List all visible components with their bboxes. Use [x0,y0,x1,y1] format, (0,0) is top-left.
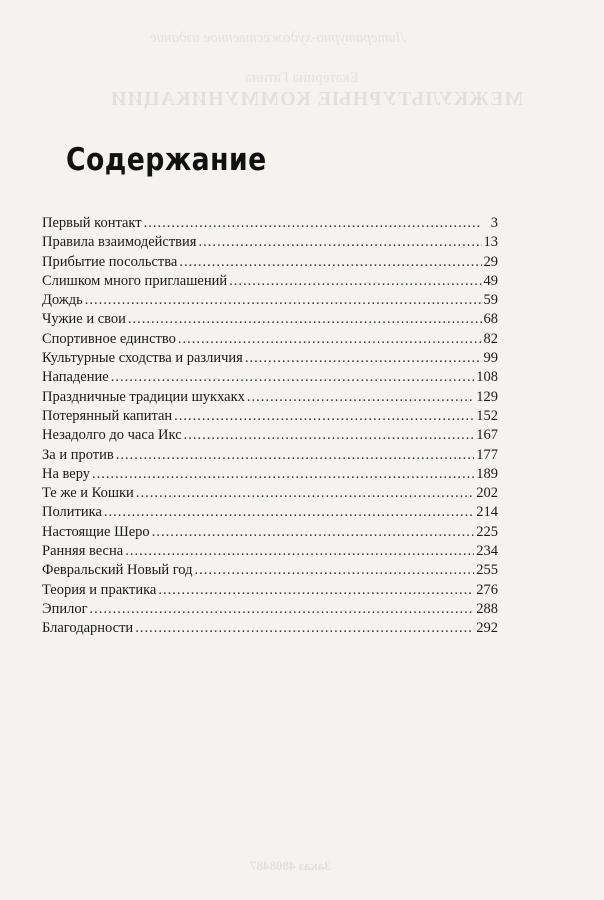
toc-leader-dots [116,446,475,465]
toc-entry [42,291,498,310]
show-through-line: Заказ 4808487 [250,858,332,873]
toc-entry-title: Правила взаимодействия [42,234,197,251]
toc-entry [42,503,498,522]
toc-entry-title: За и против [42,446,114,463]
toc-entry-title: Прибытие посольства [42,253,178,270]
toc-leader-dots [128,310,482,329]
toc-entry [42,542,498,561]
toc-entry-page: 82 [483,330,498,347]
toc-entry-title: Ранняя весна [42,543,124,560]
page-title: Содержание [66,142,267,178]
show-through-line: Екатерина Гатина [245,70,359,86]
toc-entry-title: Спортивное единство [42,330,176,347]
toc-entry-title: Дождь [42,292,83,309]
toc-entry-title: Политика [42,504,102,521]
toc-entry-title: Эпилог [42,600,88,617]
toc-entry-page: 276 [476,581,498,598]
toc-entry-page: 292 [476,620,498,637]
toc-entry-page: 129 [476,388,498,405]
toc-leader-dots [198,233,481,252]
toc-entry [42,368,498,387]
toc-entry-title: Нападение [42,369,109,386]
toc-leader-dots [135,619,474,638]
toc-leader-dots [85,291,482,310]
toc-entry-title: Февральский Новый год [42,562,193,579]
toc-entry [42,253,498,272]
toc-entry [42,446,498,465]
toc-leader-dots [144,214,482,233]
toc-entry-page: 29 [483,253,498,270]
toc-entry-title: На веру [42,465,91,482]
toc-entry-page: 234 [476,543,498,560]
toc-leader-dots [111,368,475,387]
toc-entry-page: 59 [483,292,498,309]
toc-entry-title: Благодарности [42,620,134,637]
toc-entry-page: 225 [476,523,498,540]
toc-entry [42,233,498,252]
toc-entry-title: Незадолго до часа Икс [42,427,182,444]
toc-entry-page: 13 [483,234,498,251]
toc-leader-dots [178,330,482,349]
toc-entry-page: 68 [483,311,498,328]
toc-entry [42,581,498,600]
toc-entry [42,619,498,638]
toc-entry [42,349,498,368]
toc-entry-page: 202 [476,485,498,502]
toc-leader-dots [245,349,482,368]
table-of-contents [42,214,498,639]
toc-leader-dots [174,407,474,426]
toc-leader-dots [104,503,474,522]
toc-entry-page: 108 [476,369,498,386]
toc-entry-page: 189 [476,465,498,482]
toc-entry-page: 177 [476,446,498,463]
toc-entry [42,426,498,445]
toc-entry-title: Те же и Кошки [42,485,134,502]
toc-entry-page: 152 [476,407,498,424]
toc-leader-dots [247,388,474,407]
toc-entry [42,561,498,580]
toc-entry-title: Первый контакт [42,215,142,231]
toc-entry [42,310,498,329]
toc-entry [42,600,498,619]
toc-entry [42,407,498,426]
toc-entry-page: 49 [483,272,498,289]
toc-leader-dots [195,561,475,580]
toc-entry-page: 99 [483,350,498,367]
toc-entry-title: Настоящие Шеро [42,523,150,540]
toc-leader-dots [136,484,474,503]
toc-entry-title: Потерянный капитан [42,407,173,424]
toc-entry-title: Праздничные традиции шукхакх [42,388,245,405]
show-through-line: МЕЖКУЛЬТУРНЫЕ КОММУНИКАЦИИ [110,88,524,110]
toc-entry-page: 288 [476,600,498,617]
toc-leader-dots [184,426,475,445]
toc-entry [42,465,498,484]
toc-entry [42,388,498,407]
toc-entry-page: 214 [476,504,498,521]
toc-leader-dots [125,542,474,561]
toc-entry-title: Теория и практика [42,581,157,598]
toc-entry [42,523,498,542]
toc-leader-dots [158,581,474,600]
toc-entry-title: Культурные сходства и различия [42,350,243,367]
toc-leader-dots [90,600,475,619]
toc-entry [42,330,498,349]
toc-entry-page: 167 [476,427,498,444]
toc-leader-dots [152,523,475,542]
toc-entry-title: Чужие и свои [42,311,126,328]
toc-entry-title: Слишком много приглашений [42,272,228,289]
toc-entry-page: 255 [476,562,498,579]
toc-leader-dots [229,272,481,291]
toc-entry [42,214,498,233]
toc-leader-dots [92,465,474,484]
show-through-line: Литературно-художественное издание [150,30,406,46]
toc-entry [42,484,498,503]
toc-leader-dots [179,253,481,272]
toc-entry [42,272,498,291]
toc-entry-page: 3 [490,215,498,231]
